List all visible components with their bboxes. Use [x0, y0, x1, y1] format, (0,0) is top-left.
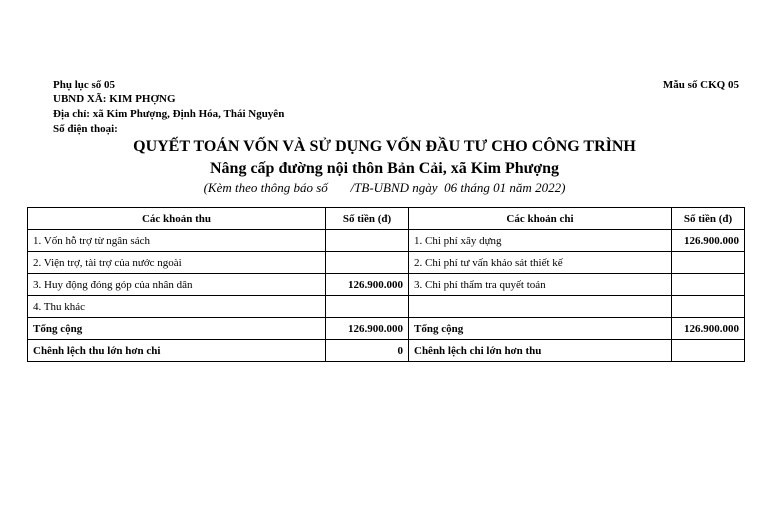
header-expense-amount: Số tiền (đ) — [672, 208, 745, 230]
table-row — [28, 296, 745, 318]
settlement-table — [27, 207, 745, 362]
document-title: QUYẾT TOÁN VỐN VÀ SỬ DỤNG VỐN ĐẦU TƯ CHO CÔNG TRÌNH — [133, 138, 636, 155]
difference-row — [28, 340, 745, 362]
address-line: Địa chỉ: xã Kim Phượng, Định Hóa, Thái Nguyên — [53, 108, 285, 120]
expense-item: 2. Chi phí tư vấn khảo sát thiết kế — [409, 252, 672, 274]
total-row — [28, 318, 745, 340]
expense-amount — [672, 274, 745, 296]
income-amount: 126.900.000 — [326, 274, 409, 296]
table-header-row — [28, 208, 745, 230]
expense-item: 3. Chi phí thẩm tra quyết toán — [409, 274, 672, 296]
income-item: 2. Viện trợ, tài trợ của nước ngoài — [28, 252, 326, 274]
income-amount — [326, 230, 409, 252]
header-expense-items: Các khoản chi — [409, 208, 672, 230]
expense-amount — [672, 296, 745, 318]
table-row — [28, 252, 745, 274]
expense-item — [409, 296, 672, 318]
header-income-amount: Số tiền (đ) — [326, 208, 409, 230]
expense-amount — [672, 252, 745, 274]
income-surplus-label: Chênh lệch thu lớn hơn chi — [28, 340, 326, 362]
income-total-label: Tổng cộng — [28, 318, 326, 340]
table-row — [28, 274, 745, 296]
committee-name: UBND XÃ: KIM PHỢNG — [53, 93, 176, 105]
expense-item: 1. Chi phí xây dựng — [409, 230, 672, 252]
expense-total-label: Tổng cộng — [409, 318, 672, 340]
income-item: 3. Huy động đóng góp của nhân dân — [28, 274, 326, 296]
document-note: (Kèm theo thông báo số /TB-UBND ngày 06 tháng 01 năm 2022) — [203, 180, 566, 195]
expense-surplus-label: Chênh lệch chi lớn hơn thu — [409, 340, 672, 362]
appendix-label: Phụ lục số 05 — [53, 79, 116, 91]
income-total-amount: 126.900.000 — [326, 318, 409, 340]
expense-surplus-amount — [672, 340, 745, 362]
income-item: 4. Thu khác — [28, 296, 326, 318]
form-number: Mẫu số CKQ 05 — [662, 79, 739, 91]
expense-amount: 126.900.000 — [672, 230, 745, 252]
header-income-items: Các khoản thu — [28, 208, 326, 230]
phone-line: Số điện thoại: — [53, 123, 118, 135]
income-amount — [326, 296, 409, 318]
table-row — [28, 230, 745, 252]
income-amount — [326, 252, 409, 274]
income-item: 1. Vốn hỗ trợ từ ngân sách — [28, 230, 326, 252]
expense-total-amount: 126.900.000 — [672, 318, 745, 340]
document-subtitle: Nâng cấp đường nội thôn Bản Cải, xã Kim Phượng — [210, 160, 559, 177]
income-surplus-amount: 0 — [326, 340, 409, 362]
